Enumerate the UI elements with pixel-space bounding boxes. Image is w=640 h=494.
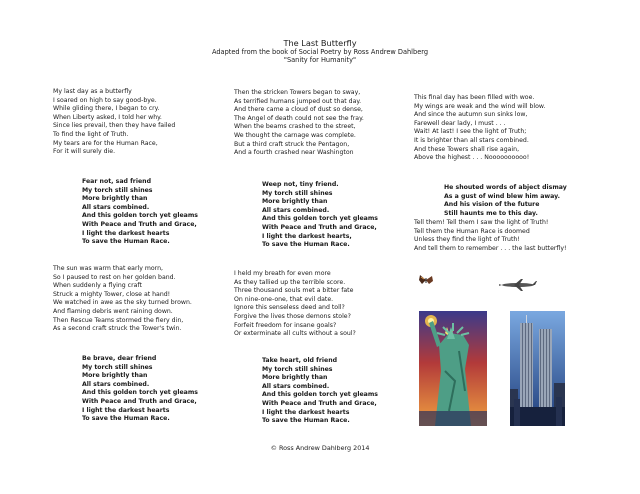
verse-line: Then Rescue Teams stormed the fiery din, <box>53 316 184 324</box>
verse-line: To save the Human Race. <box>262 241 350 249</box>
verse-line: Tell them! Tell them I saw the light of Truth! <box>414 219 549 226</box>
verse-line: All stars combined. <box>262 382 330 390</box>
verse-line: And this golden torch yet gleams <box>262 215 378 223</box>
verse-line: All stars combined. <box>262 206 330 214</box>
verse-line: My torch still shines <box>262 365 333 373</box>
verse-line: More brightly than <box>262 198 328 206</box>
verse-line: And tell them to remember . . . the last butterfly! <box>414 244 567 252</box>
verse-line: All stars combined. <box>82 203 150 211</box>
verse-line: Still haunts me to this day. <box>444 209 538 217</box>
verse-line: As they tallied up the terrible score. <box>234 278 346 286</box>
statue-of-liberty-illustration <box>419 311 487 426</box>
verse-line: So I paused to rest on her golden band. <box>53 273 176 281</box>
verse-line: The Angel of death could not see the fray. <box>234 114 364 122</box>
verse-line: Forgive the lives those demons stole? <box>234 312 351 320</box>
verse-line: Farewell dear lady, I must . . . <box>414 119 506 127</box>
verse-line: My torch still shines <box>82 363 153 371</box>
verse-line: And since the autumn sun sinks low, <box>414 111 528 119</box>
verse-line: To save the Human Race. <box>82 238 170 246</box>
verse-line: And flaming debris went raining down. <box>53 307 173 315</box>
col1-stanza2 <box>53 265 192 334</box>
verse-line: My wings are weak and the wind will blow. <box>414 102 546 110</box>
verse-line: The sun was warm that early morn, <box>53 265 163 272</box>
verse-line: I light the darkest hearts <box>262 408 350 416</box>
col1-refrain1 <box>82 178 198 247</box>
twin-towers-illustration <box>510 311 565 426</box>
col2-refrain2 <box>262 357 378 426</box>
col3-closing <box>414 219 566 253</box>
copyright-footer: © Ross Andrew Dahlberg 2014 <box>270 444 370 452</box>
col3-stanza1 <box>414 94 545 163</box>
book-title: "Sanity for Humanity" <box>283 56 357 65</box>
poem-header <box>0 38 640 64</box>
col1-refrain2 <box>82 355 198 424</box>
verse-line: Ignore this senseless deed and toll? <box>234 304 345 312</box>
verse-line: Weep not, tiny friend. <box>262 181 339 188</box>
verse-line: But a third craft struck the Pentagon, <box>234 140 350 148</box>
verse-line: More brightly than <box>262 374 328 382</box>
verse-line: With Peace and Truth and Grace, <box>82 220 197 228</box>
verse-line: And these Towers shall rise again, <box>414 145 520 153</box>
verse-line: For it will surely die. <box>53 148 116 156</box>
verse-line: To find the light of Truth. <box>53 130 129 138</box>
col3-refrain1 <box>444 184 567 218</box>
verse-line: Struck a mighty Tower, close at hand! <box>53 290 171 298</box>
col1-stanza1 <box>53 88 175 157</box>
verse-line: Tell them the Human Race is doomed <box>414 227 530 235</box>
airplane-icon <box>498 279 538 291</box>
verse-line: Three thousand souls met a bitter fate <box>234 287 354 295</box>
verse-line: With Peace and Truth and Grace, <box>82 397 197 405</box>
verse-line: Be brave, dear friend <box>82 355 157 362</box>
col2-refrain1 <box>262 181 378 250</box>
verse-line: Unless they find the light of Truth! <box>414 236 520 244</box>
verse-line: More brightly than <box>82 195 148 203</box>
verse-line: I soared on high to say good-bye. <box>53 96 157 104</box>
verse-line: We thought the carnage was complete. <box>234 131 356 139</box>
verse-line: More brightly than <box>82 372 148 380</box>
verse-line: When Liberty asked, I told her why. <box>53 113 162 121</box>
verse-line: To save the Human Race. <box>262 417 350 425</box>
verse-line: And there came a cloud of dust so dense, <box>234 106 363 114</box>
poem-attribution: Adapted from the book of Social Poetry by Ross Andrew Dahlberg <box>211 48 429 56</box>
verse-line: Then the stricken Towers began to sway, <box>234 89 361 96</box>
verse-line: When the beams crashed to the street, <box>234 123 356 131</box>
verse-line: Wait! At last! I see the light of Truth; <box>414 128 527 136</box>
verse-line: This final day has been filled with woe. <box>414 94 535 101</box>
col2-stanza2 <box>234 270 356 339</box>
verse-line: And a fourth crashed near Washington <box>234 149 354 157</box>
verse-line: I held my breath for even more <box>234 270 331 277</box>
verse-line: I light the darkest hearts <box>82 406 170 414</box>
verse-line: And his vision of the future <box>444 201 540 209</box>
verse-line: And this golden torch yet gleams <box>82 389 198 397</box>
butterfly-icon <box>418 274 434 286</box>
verse-line: Above the highest . . . Noooooooooo! <box>414 154 530 162</box>
col2-stanza1 <box>234 89 364 158</box>
verse-line: He shouted words of abject dismay <box>444 184 567 191</box>
poem-title: The Last Butterfly <box>283 38 357 48</box>
verse-line: I light the darkest hearts <box>82 229 170 237</box>
verse-line: When suddenly a flying craft <box>53 282 142 290</box>
verse-line: While gliding there, I began to cry. <box>53 105 160 113</box>
verse-line: To save the Human Race. <box>82 415 170 423</box>
verse-line: On nine-one-one, that evil date. <box>234 295 334 303</box>
verse-line: With Peace and Truth and Grace, <box>262 223 377 231</box>
verse-line: As terrified humans jumped out that day. <box>234 97 362 105</box>
verse-line: With Peace and Truth and Grace, <box>262 399 377 407</box>
verse-line: My torch still shines <box>82 186 153 194</box>
verse-line: All stars combined. <box>82 380 150 388</box>
verse-line: It is brighter than all stars combined. <box>414 136 529 144</box>
verse-line: And this golden torch yet gleams <box>262 391 378 399</box>
verse-line: Take heart, old friend <box>262 357 338 364</box>
verse-line: My tears are for the Human Race, <box>53 139 158 147</box>
verse-line: Forfeit freedom for insane goals? <box>234 321 337 329</box>
verse-line: I light the darkest hearts, <box>262 232 352 240</box>
verse-line: We watched in awe as the sky turned brown. <box>53 299 192 307</box>
verse-line: As a gust of wind blew him away. <box>444 192 560 200</box>
verse-line: Fear not, sad friend <box>82 178 152 185</box>
verse-line: Since lies prevail, then they have failed <box>53 122 176 130</box>
verse-line: As a second craft struck the Tower's twin. <box>53 325 182 333</box>
verse-line: My torch still shines <box>262 189 333 197</box>
verse-line: And this golden torch yet gleams <box>82 212 198 220</box>
verse-line: My last day as a butterfly <box>53 88 132 95</box>
verse-line: Or exterminate all cults without a soul? <box>234 330 356 338</box>
